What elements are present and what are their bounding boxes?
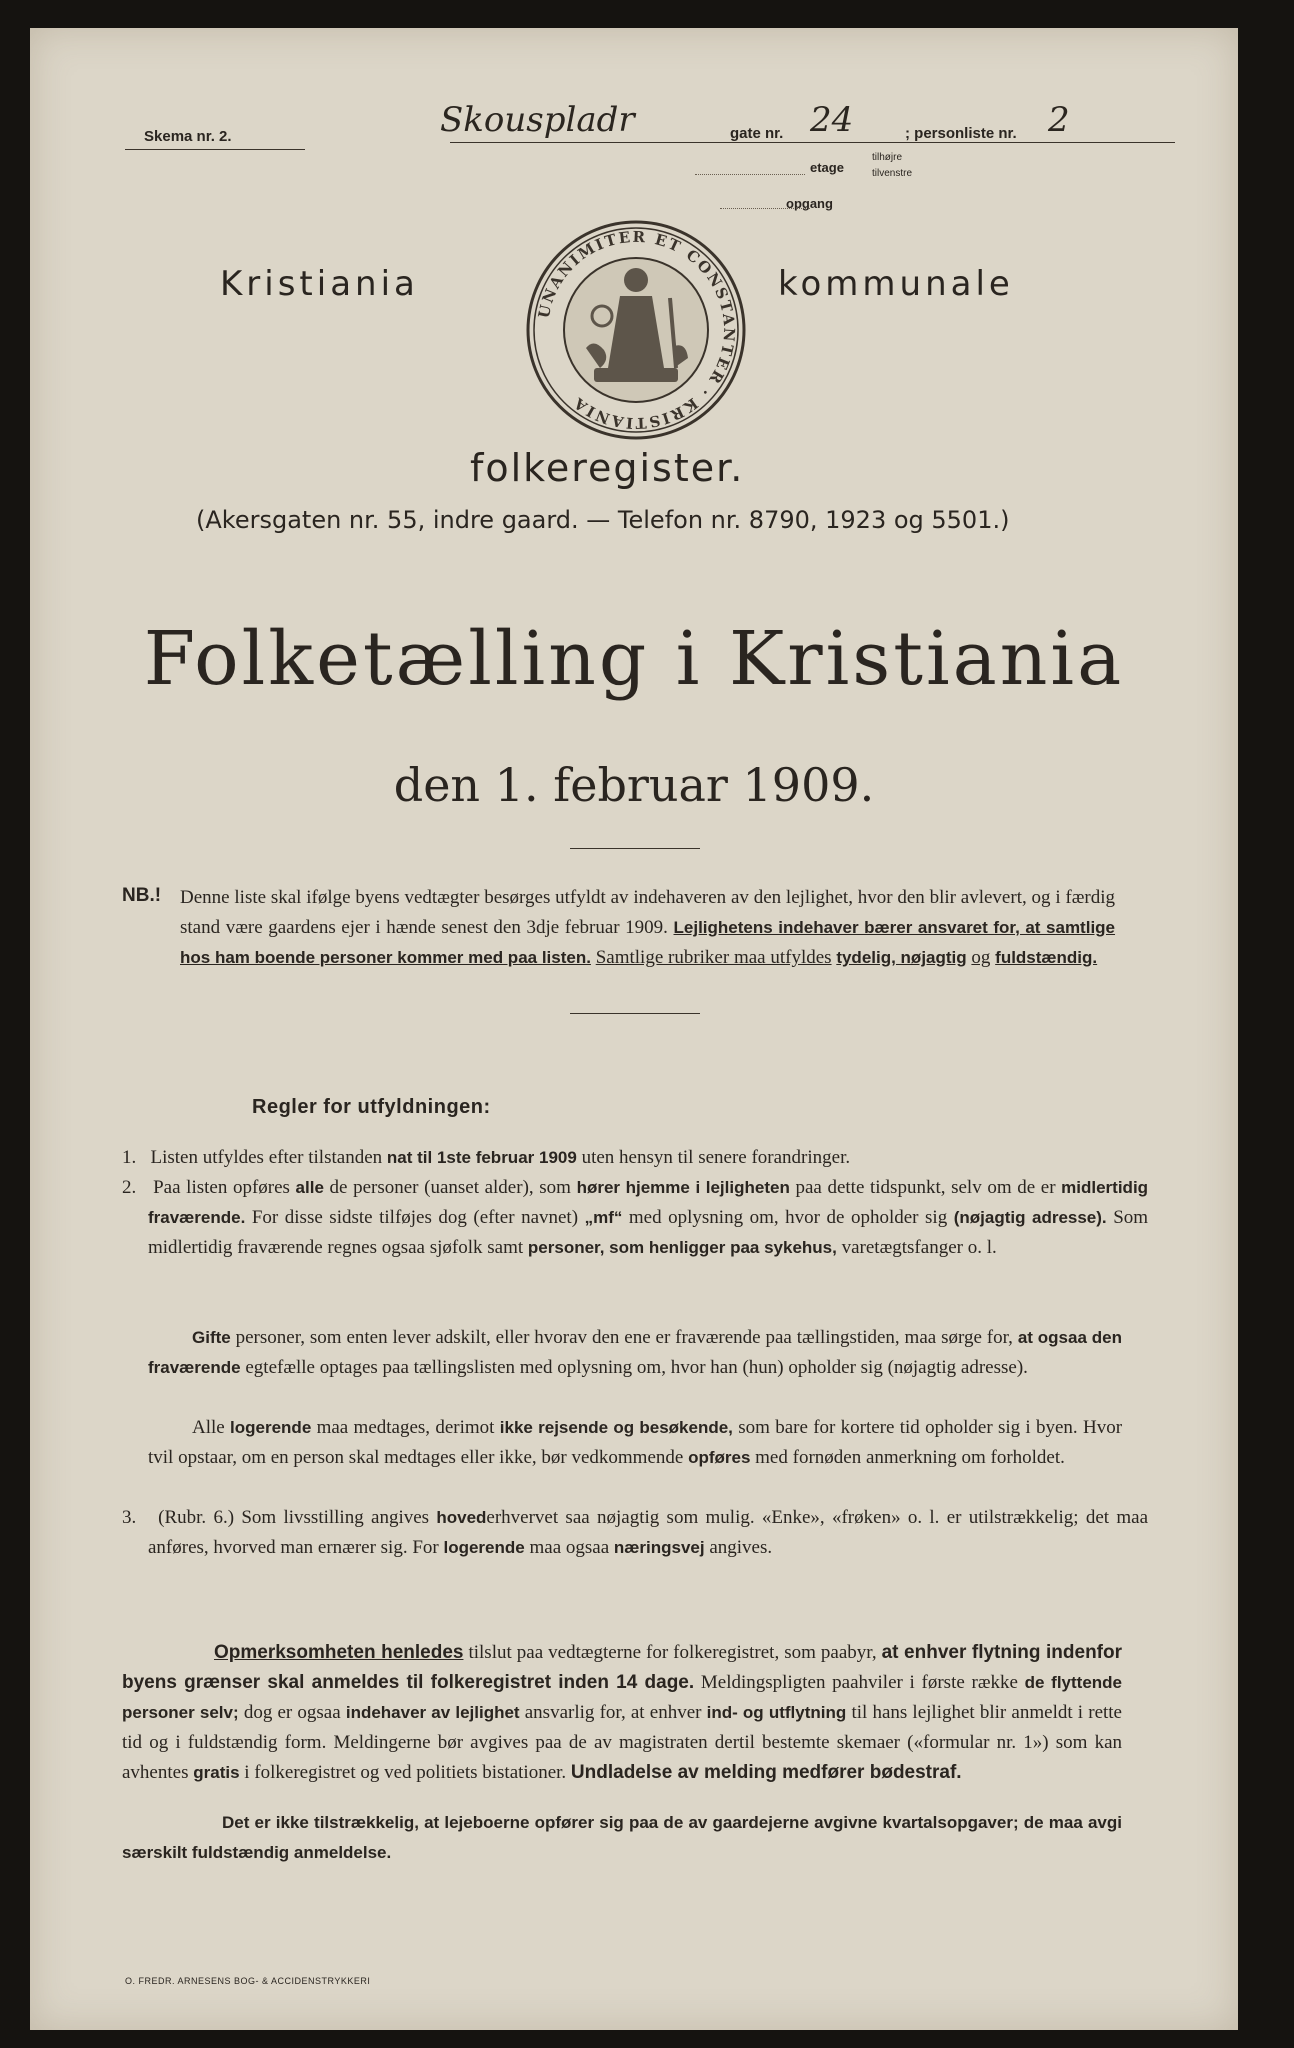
rule-2-text-m: varetægtsfanger o. l. [841,1237,997,1258]
etage-blank [695,174,805,175]
census-date: den 1. februar 1909. [393,758,875,812]
rule-2-lodgers-bold-f: opføres [688,1448,751,1467]
rule-3-number: 3. [122,1507,137,1528]
rule-1-text-c: uten hensyn til senere forandringer. [581,1147,851,1168]
nb-label: NB.! [122,885,162,906]
org-address: (Akersgaten nr. 55, indre gaard. — Telefon nr. 8790, 1923 og 5501.) [196,506,1010,534]
rule-2-lodgers [148,1413,1122,1473]
notice-bold-k: gratis [193,1763,240,1782]
rule-2-lodgers-text-c: maa medtages, derimot [316,1417,495,1438]
notice-text-d: Meldingspligten paahviler i første række [700,1672,1018,1693]
skema-underline [125,149,305,150]
nb-bold-3: fuldstændig. [995,948,1098,967]
personliste-number-handwritten: 2 [1048,100,1070,140]
rule-2-text-k: Som midlertidig fraværende regnes ogsaa sjøfolk samt [148,1207,1149,1258]
rule-3-text-g: angives. [709,1537,773,1558]
org-register: folkeregister. [470,446,745,490]
notice-bold-i: ind- og utflytning [706,1703,847,1722]
rule-2-lodgers-bold-d: ikke rejsende og besøkende, [499,1418,733,1437]
notice-text-h: ansvarlig for, at enhver [524,1702,702,1723]
rule-2-text-g: For disse sidste tilføjes dog (efter navnet) [251,1207,579,1228]
printer-imprint: O. FREDR. ARNESENS BOG- & ACCIDENSTRYKKERI [125,1976,371,1986]
rule-2-text-a: Paa listen opføres [153,1177,290,1198]
document-title: Folketælling i Kristiania [143,616,1125,702]
rule-1-text-a: Listen utfyldes efter tilstanden [150,1147,383,1168]
personliste-label: ; personliste nr. [905,125,1017,142]
nb-text-1: Denne liste skal ifølge byens vedtægter besørges utfyldt av indehaveren av den lejlighet, hvor den blir avlevert, og i færdig stand være gaardens ejer i hænde senest den 3dje februar 1909. [180,887,1115,938]
gate-label: gate nr. [730,125,784,142]
rules-heading: Regler for utfyldningen: [252,1096,491,1118]
rule-2-number: 2. [122,1177,137,1198]
rule-2-bold-h: „mf“ [584,1208,623,1227]
rule-2-lodgers-text-e: som bare for kortere tid opholder sig i byen. Hvor tvil opstaar, om en person skal medtages eller ikke, bør vedkommende [148,1417,1123,1468]
rule-3-text-c: erhvervet saa nøjagtig som mulig. «Enke», «frøken» o. l. er utilstrækkelig; det maa anføres, hvorved man ernærer sig. For [148,1507,1149,1558]
notice-bold-a: Opmerksomheten henledes [214,1642,464,1663]
org-name-left: Kristiania [220,264,419,304]
nb-text-3: og [971,947,991,968]
nb-bold-1: Lejlighetens indehaver bærer ansvaret for, at samtlige hos ham boende personer kommer med paa listen. [180,918,1116,967]
rule-3-text-e: maa ogsaa [529,1537,610,1558]
rule-3-bold-b: hoved [436,1508,487,1527]
rule-3-text-a: (Rubr. 6.) Som livsstilling angives [158,1507,430,1528]
notice-bold-c: at enhver flytning indenfor byens grænser skal anmeldes til folkeregistret inden 14 dage. [122,1642,1123,1693]
nb-rule [570,1013,700,1014]
street-name-handwritten: Skouspladr [440,100,635,140]
rule-2-lodgers-text-g: med fornøden anmerkning om forholdet. [755,1447,1065,1468]
tilhoire-label: tilhøjre [872,152,903,163]
rule-2-married-text-b: personer, som enten lever adskilt, eller hvorav den ene er fraværende paa tællingstiden, maa sørge for, [235,1327,1013,1348]
rule-2-text-e: paa dette tidspunkt, selv om de er [795,1177,1056,1198]
rule-2-married-bold-a: Gifte [192,1328,231,1347]
rule-2-bold-j: (nøjagtig adresse). [953,1208,1107,1227]
notice-text-j: til hans lejlighet blir anmeldt i rette tid og i fuldstændig form. Meldingerne bør avgives paa de av magistraten dertil bestemte skemaer («formular nr. 1») som kan avhentes [122,1702,1122,1783]
rule-3-bold-d: logerende [443,1538,525,1557]
rule-1-bold: nat til 1ste februar 1909 [386,1148,577,1167]
opgang-label: opgang [786,196,833,211]
rule-1 [122,1143,1122,1173]
rule-2-married [148,1323,1122,1383]
rule-2-lodgers-text-a: Alle [192,1417,225,1438]
notice-text-b: tilslut paa vedtægterne for folkeregistret, som paabyr, [468,1642,877,1663]
kristiania-city-seal [524,218,748,442]
notice-text-l: i folkeregistret og ved politiets bistationer. [244,1762,567,1783]
rule-2-text-c: de personer (uanset alder), som [329,1177,571,1198]
tilvenstre-label: tilvenstre [872,168,913,179]
nb-bold-2: tydelig, nøjagtig [836,948,967,967]
notice-bold-g: indehaver av lejlighet [345,1703,520,1722]
rule-2-married-text-d: egtefælle optages paa tællingslisten med oplysning om, hvor han (hun) opholder sig (nøjagtig adresse). [245,1357,1028,1378]
etage-label: etage [810,160,844,175]
rule-2-married-bold-c: at ogsaa den fraværende [148,1328,1122,1377]
rule-2-bold-f: midlertidig fraværende. [148,1178,1149,1227]
notice-paragraph [122,1638,1122,1788]
notice-bold-n: Det er ikke tilstrækkelig, at lejeboerne opfører sig paa de av gaardejerne avgivne kvartalsopgaver; de maa avgi særskilt fuldstændig anmeldelse. [122,1813,1122,1862]
rule-2-bold-b: alle [295,1178,324,1197]
gate-number-handwritten: 24 [810,100,854,140]
rule-3-bold-f: næringsvej [613,1538,705,1557]
org-name-right: kommunale [778,264,1014,304]
notice-bold-e: de flyttende personer selv; [122,1673,1123,1722]
rule-3 [122,1503,1148,1563]
rule-2-text-i: med oplysning om, hvor de opholder sig [628,1207,948,1228]
skema-number: Skema nr. 2. [144,128,232,145]
notice-bold-m: Undladelse av melding medfører bødestraf. [570,1762,962,1783]
census-form-page [30,28,1238,2030]
title-rule [570,848,700,849]
nb-text-2: Samtlige rubriker maa utfyldes [595,947,832,968]
seal-inscription: UNANIMITER ET CONSTANTER · KRISTIANIA [534,227,739,433]
notice-final [122,1808,1122,1868]
notice-text-f: dog er ogsaa [243,1702,341,1723]
rule-1-number: 1. [122,1147,137,1168]
rule-2-bold-l: personer, som henligger paa sykehus, [527,1238,837,1257]
rule-2-bold-d: hører hjemme i lejligheten [576,1178,790,1197]
rule-2 [122,1173,1148,1263]
rule-2-lodgers-bold-b: logerende [230,1418,312,1437]
address-underline [450,142,1175,143]
nb-paragraph [180,883,1115,973]
